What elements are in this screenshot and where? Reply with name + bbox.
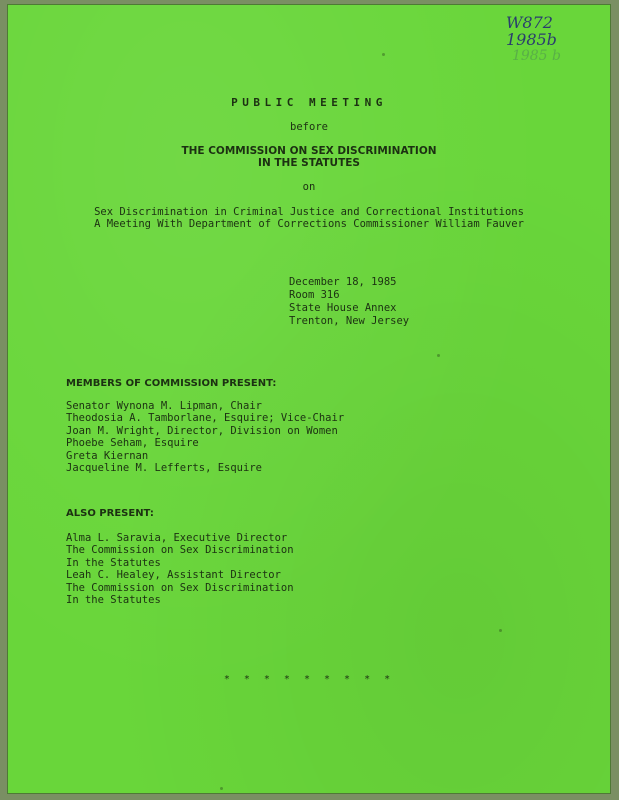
- commission-name: [7, 145, 611, 169]
- members-heading: MEMBERS OF COMMISSION PRESENT:: [66, 378, 277, 389]
- meeting-date: December 18, 1985: [289, 276, 397, 288]
- paper-speck: [382, 53, 385, 56]
- members-list: [66, 400, 344, 474]
- list-item: Senator Wynona M. Lipman, Chair: [66, 400, 262, 412]
- on-label: on: [302, 181, 316, 193]
- meeting-city: Trenton, New Jersey: [289, 315, 410, 327]
- subject-line-2: A Meeting With Department of Corrections Commissioner William Fauver: [94, 218, 524, 230]
- list-item: Phoebe Seham, Esquire: [66, 437, 199, 450]
- page-title: PUBLIC MEETING: [231, 96, 387, 109]
- commission-name-line-2: IN THE STATUTES: [258, 157, 360, 169]
- list-item: Jacqueline M. Lefferts, Esquire: [66, 462, 262, 475]
- also-present-heading: ALSO PRESENT:: [66, 508, 154, 519]
- list-item: In the Statutes: [66, 556, 161, 569]
- list-item: The Commission on Sex Discrimination: [66, 581, 294, 594]
- also-present-list: [66, 532, 294, 606]
- list-item: Alma L. Saravia, Executive Director: [66, 532, 288, 544]
- list-item: Leah C. Healey, Assistant Director: [66, 569, 281, 582]
- paper-speck: [499, 629, 502, 632]
- handwritten-line-2: 1985b: [505, 30, 557, 49]
- meeting-building: State House Annex: [289, 302, 397, 314]
- list-item: In the Statutes: [66, 594, 161, 607]
- commission-name-line-1: THE COMMISSION ON SEX DISCRIMINATION: [181, 145, 437, 157]
- meeting-room: Room 316: [289, 289, 340, 301]
- list-item: The Commission on Sex Discrimination: [66, 544, 294, 557]
- handwritten-line-1: W872: [505, 13, 553, 32]
- list-item: Greta Kiernan: [66, 449, 149, 462]
- before-label: before: [290, 121, 328, 133]
- handwritten-call-number: [506, 14, 561, 65]
- list-item: Joan M. Wright, Director, Division on Women: [66, 424, 338, 437]
- asterisk-divider: * * * * * * * * *: [223, 674, 395, 685]
- paper-speck: [437, 354, 440, 357]
- meeting-subject: [7, 206, 611, 230]
- meeting-details: [289, 276, 409, 328]
- paper-speck: [220, 787, 223, 790]
- handwritten-line-3: 1985 b: [511, 48, 561, 64]
- document-page: [7, 4, 611, 794]
- list-item: Theodosia A. Tamborlane, Esquire; Vice-Chair: [66, 412, 345, 425]
- subject-line-1: Sex Discrimination in Criminal Justice and Correctional Institutions: [94, 206, 524, 218]
